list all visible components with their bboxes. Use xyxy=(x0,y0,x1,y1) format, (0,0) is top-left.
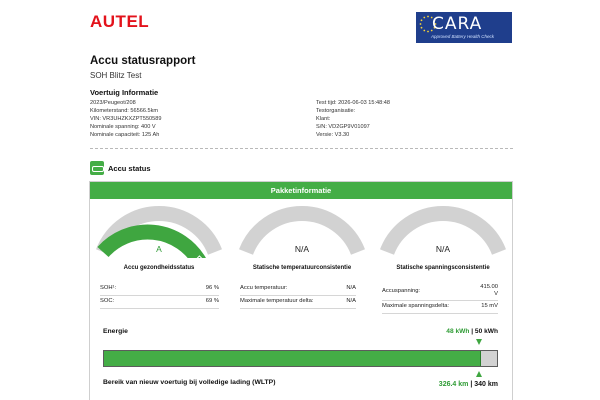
range-marker-icon xyxy=(476,371,482,377)
cara-tagline: Approved Battery Health Check xyxy=(431,34,495,39)
soh-row xyxy=(100,285,219,296)
range-current: 326.4 km xyxy=(438,381,469,388)
test-organisation: Testorganisatie: xyxy=(316,108,356,114)
energy-bar-fill xyxy=(104,351,481,366)
vehicle-vin: VIN: VR3UHZKXZPT550589 xyxy=(90,116,162,122)
soc-value: 69 % xyxy=(205,298,219,304)
voltage-value: N/A xyxy=(435,244,451,254)
vehicle-nominal-capacity: Nominale capaciteit: 125 Ah xyxy=(90,132,160,138)
test-customer: Klant: xyxy=(316,116,331,122)
battery-voltage-label: Accuspanning: xyxy=(382,288,421,294)
energy-bar xyxy=(103,350,498,367)
soh-value: 96 % xyxy=(205,285,219,291)
vehicle-mileage: Kilometerstand: 56566.5km xyxy=(90,108,159,114)
health-grade: A xyxy=(156,244,162,254)
soc-row xyxy=(100,298,219,309)
temperature-value: N/A xyxy=(294,244,310,254)
range-separator: | xyxy=(468,381,475,388)
cara-badge xyxy=(416,12,512,43)
device-serial: S/N: VD2GP9V01097 xyxy=(316,124,370,130)
soc-label: SOC: xyxy=(100,298,115,304)
max-temperature-delta-row xyxy=(240,298,356,309)
test-time: Test tijd: 2026-06-03 15:48:48 xyxy=(316,100,391,106)
vehicle-nominal-voltage: Nominale spanning: 400 V xyxy=(90,124,156,130)
max-temperature-delta-label: Maximale temperatuur delta: xyxy=(240,298,314,304)
range-label: Bereik van nieuw voertuig bij volledige lading (WLTP) xyxy=(103,379,276,386)
battery-temperature-label: Accu temperatuur: xyxy=(240,285,288,291)
package-info-header: Pakketinformatie xyxy=(90,182,512,199)
range-total: 340 km xyxy=(474,381,498,388)
report-title: Accu statusrapport xyxy=(90,55,196,67)
test-info-right xyxy=(316,99,390,139)
battery-temperature-value: N/A xyxy=(346,285,356,291)
energy-total: 50 kWh xyxy=(474,328,498,335)
section-divider xyxy=(90,148,513,149)
battery-voltage-row xyxy=(382,284,498,301)
temperature-gauge-title: Statische temperatuurconsistentie xyxy=(252,265,352,271)
vehicle-info-title: Voertuig Informatie xyxy=(90,88,159,97)
battery-icon xyxy=(90,161,104,175)
cara-wordmark: CARA xyxy=(432,14,483,34)
max-voltage-delta-value: 15 mV xyxy=(481,303,498,309)
battery-temperature-row xyxy=(240,285,356,296)
max-temperature-delta-value: N/A xyxy=(346,298,356,304)
energy-current: 48 kWh xyxy=(446,328,470,335)
energy-separator: | xyxy=(469,328,475,335)
soh-label: SOH¹: xyxy=(100,285,117,291)
autel-logo: AUTEL xyxy=(90,12,150,31)
energy-label: Energie xyxy=(103,328,128,335)
max-voltage-delta-row xyxy=(382,303,498,314)
vehicle-info-left xyxy=(90,99,162,139)
energy-marker-icon xyxy=(476,339,482,345)
max-voltage-delta-label: Maximale spanningsdelta: xyxy=(382,303,450,309)
voltage-gauge-title: Statische spanningsconsistentie xyxy=(396,265,490,271)
range-values xyxy=(380,381,498,388)
report-subtitle: SOH Blitz Test xyxy=(90,71,142,80)
energy-values xyxy=(380,328,498,335)
battery-voltage-value: 415.00 V xyxy=(480,284,498,297)
battery-status-title: Accu status xyxy=(108,164,151,173)
software-version: Versie: V3.30 xyxy=(316,132,350,138)
vehicle-model: 2023/Peugeot/208 xyxy=(90,100,136,106)
health-gauge-title: Accu gezondheidsstatus xyxy=(123,265,195,271)
